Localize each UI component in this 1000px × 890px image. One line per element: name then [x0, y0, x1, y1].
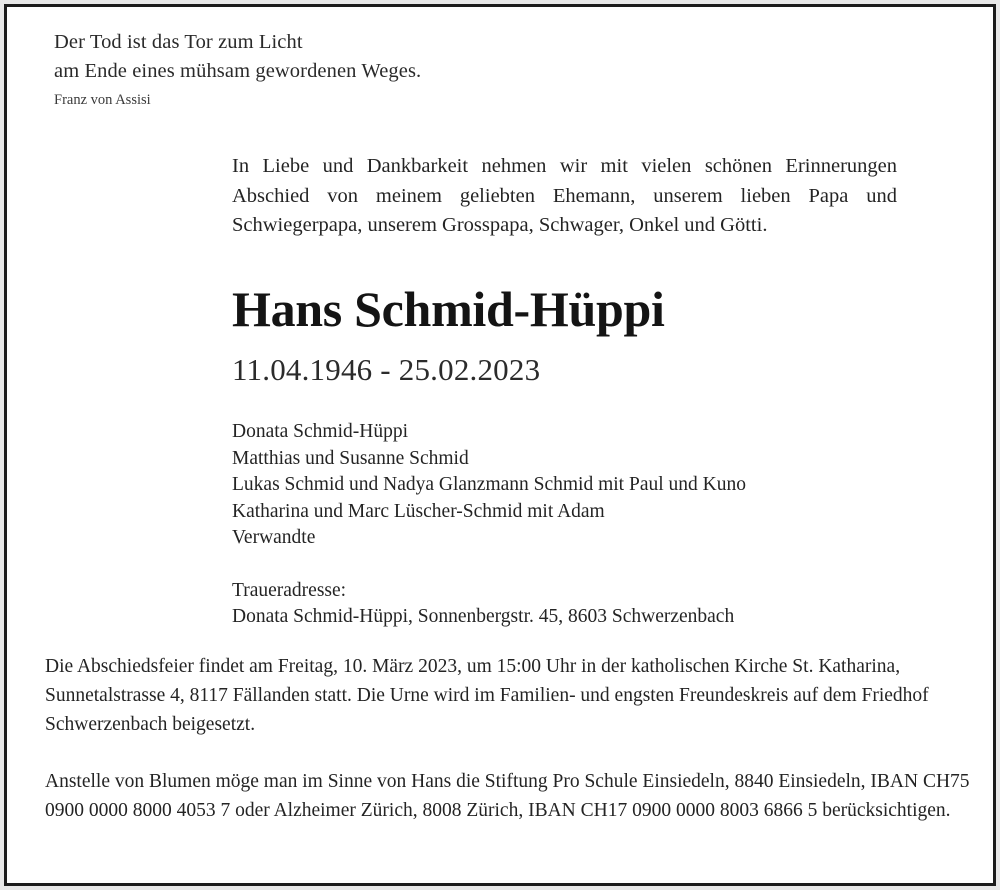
quotation-block — [54, 28, 934, 111]
quote-line-1: Der Tod ist das Tor zum Licht — [54, 31, 303, 53]
list-item: Matthias und Susanne Schmid — [232, 447, 469, 469]
list-item: Lukas Schmid und Nadya Glanzmann Schmid mit Paul und Kuno — [232, 474, 746, 496]
page-content — [7, 7, 993, 883]
list-item: Katharina und Marc Lüscher-Schmid mit Adam — [232, 500, 605, 522]
mourning-address-block — [232, 552, 897, 631]
obituary-page — [4, 4, 996, 886]
closing-block — [45, 652, 970, 825]
survivors-list — [232, 387, 897, 552]
deceased-dates: 11.04.1946 - 25.02.2023 — [232, 352, 541, 387]
list-item: Verwandte — [232, 527, 316, 549]
list-item: Donata Schmid-Hüppi — [232, 421, 409, 443]
quote-line-2: am Ende eines mühsam gewordenen Weges. — [54, 60, 422, 82]
deceased-name: Hans Schmid-Hüppi — [232, 280, 665, 337]
quote-attribution: Franz von Assisi — [54, 92, 151, 108]
intro-paragraph: In Liebe und Dankbarkeit nehmen wir mit vielen schönen Erinnerungen Abschied von meinem geliebten Ehemann, unserem lieben Papa und Schwiegerpapa, unserem Grosspapa, Schwager, Onkel und Götti. — [232, 155, 897, 236]
donations-paragraph: Anstelle von Blumen möge man im Sinne von Hans die Stiftung Pro Schule Einsiedeln, 8840 Einsiedeln, IBAN CH75 0900 0000 8000 4053 7 oder Alzheimer Zürich, 8008 Zürich, IBAN CH17 0900 0000 8003 6866 5 berücksichtigen. — [45, 771, 970, 821]
ceremony-paragraph: Die Abschiedsfeier findet am Freitag, 10. März 2023, um 15:00 Uhr in der katholischen Kirche St. Katharina, Sunnetalstrasse 4, 8117 Fällanden statt. Die Urne wird im Familien- und engsten Freundeskreis auf dem Friedhof Schwerzenbach beigesetzt. — [45, 656, 929, 735]
main-notice-block — [232, 152, 897, 631]
mourning-address-value: Donata Schmid-Hüppi, Sonnenbergstr. 45, 8603 Schwerzenbach — [232, 606, 735, 628]
mourning-address-label: Traueradresse: — [232, 579, 347, 601]
